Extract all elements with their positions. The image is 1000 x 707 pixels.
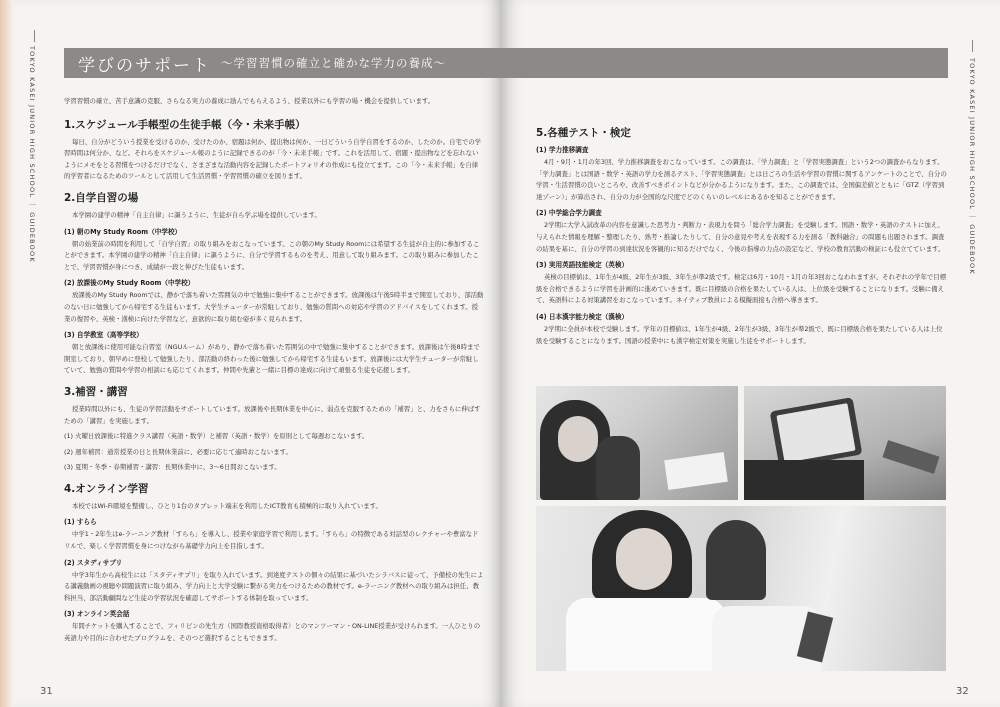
subheading: (1) すらら	[64, 518, 97, 527]
side-label: TOKYO KASEI JUNIOR HIGH SCHOOL ｜ GUIDEBOOK	[968, 58, 976, 275]
page-edge	[0, 0, 14, 707]
paragraph: 本学園の建学の精神「自主自律」に謳うように、生徒が自ら学ぶ場を提供しています。	[72, 210, 321, 219]
paragraph: 朝の始業前の時間を利用して「自学自習」の取り組みをおこなっています。この朝のMy Study Roomには希望する生徒が自主的に参加することができます。本学園の建学の精神「自主自律」に謳うように、自分で学習するものを考え、用意して取り組みます。この取り組みに参加したことで、学習習慣が身につき、成績が一段と伸びた生徒もいます。	[64, 239, 480, 271]
heading-schedule-notebook: 1.スケジュール手帳型の生徒手帳（今・未来手帳）	[64, 118, 306, 131]
subheading: (3) 実用英語技能検定（英検）	[536, 261, 629, 270]
photo-tablet-hands	[744, 386, 946, 500]
photo-student-studying	[536, 386, 738, 500]
section-subtitle: ～学習習慣の確立と確かな学力の養成～	[221, 56, 446, 70]
side-label: TOKYO KASEI JUNIOR HIGH SCHOOL ｜ GUIDEBOOK	[28, 46, 36, 263]
photo-collage	[536, 386, 946, 671]
subheading: (2) 放課後のMy Study Room（中学校）	[64, 279, 195, 288]
paragraph: 英検の目標値は、1年生が4級、2年生が3級、3年生が準2級です。検定は6月・10月・1月の年3回おこなわれますが、それぞれの学年で目標級を合格できるように学習を計画的に進めていきます。既に目標級の合格を果たしている人は、上位級を受験することになります。受験に備えて、英語科による対策講習をおこなっています。ネイティブ教員による模擬面接も合格へ導きます。	[536, 273, 947, 305]
paragraph: 本校ではWi-Fi環境を整備し、ひとり1台のタブレット端末を利用したICT教育も積極的に取り入れています。	[72, 501, 382, 510]
paragraph: 中学1・2年生はe-ラーニング教材「すらら」を導入し、授業や家庭学習で利用します。「すらら」の特徴である対話型のレクチャーや豊富なドリルで、楽しく学習習慣を身につけながら基礎学力向上を目指します。	[64, 530, 479, 551]
paragraph: 授業時間以外にも、生徒の学習活動をサポートしています。放課後や長期休業を中心に、弱点を克服するための「補習」と、力をさらに伸ばすための「講習」を実施します。	[64, 404, 481, 425]
intro-text: 学習習慣の確立、苦手意識の克服、さらなる実力の養成に励んでもらえるよう、授業以外にも学習の場・機会を提供しています。	[64, 97, 435, 105]
section-title-band	[64, 48, 502, 78]
list-item: (2) 週年補習：通常授業の日と長期休業前に、必要に応じて適時おこないます。	[64, 447, 292, 456]
paragraph: 2学期に全員が本校で受験します。学年の目標値は、1年生が4級、2年生が3級、3年生が準2級で、既に目標級合格を果たしている人は上位級を受験することになります。国語の授業中にも漢字検定対策を実施し生徒をサポートします。	[536, 324, 943, 345]
photo-classroom-tablets	[536, 506, 946, 671]
list-item: (1) 火曜日放課後に特進クラス講習（英語・数学）と補習（英語・数学）を原則として毎週おこないます。	[64, 432, 369, 441]
title-band-continuation	[502, 48, 948, 78]
subheading: (3) 自学教室（高等学校）	[64, 331, 143, 340]
subheading: (1) 学力推移調査	[536, 146, 589, 154]
heading-self-study: 2.自学自習の場	[64, 191, 139, 204]
paragraph: 中学3年生から高校生には「スタディサプリ」を取り入れています。到達度テストの個々の結果に基づいたシラバスに従って、予備校の先生による講義動画の視聴や問題演習に取り組み、学力向上と大学受験に繋がる実力をつけるための教材です。e-ラーニング教材への取り組みは担任、教科担当、部活動顧問など生徒の学習状況を確認してサポートする体制を取っています。	[64, 570, 484, 602]
page-number: 32	[956, 686, 969, 697]
subheading: (2) 中学総合学力調査	[536, 209, 602, 218]
paragraph: 毎日、自分がどういう授業を受けるのか、受けたのか、宿題は何か、提出物は何か、一日どういう自学自習をするのか、したのか。自宅での学習時間は何分か、など。それらをスケジュール帳のように記録できるのが「今・未来手帳」です。これを活用して、宿題・提出物などを忘れないようにメモをとる習慣をつけるだけでなく、さまざまな活動内容を記録したポートフォリオの作成にも役立てます。この「今・未来手帳」を自律的学習者になるためのツールとして活用して生活習慣・学習習慣の確立を図ります。	[64, 137, 481, 181]
paragraph: 年間チケットを購入することで、フィリピンの先生方（国際教授資格取得者）とのマンツーマン・ON-LINE授業が受けられます。一人ひとりの英語力や目的に合わせたプログラムを、そのつど選択することもできます。	[64, 622, 481, 643]
paragraph: 放課後のMy Study Roomでは、静かで落ち着いた雰囲気の中で勉強に集中することができます。放課後は午後5時半まで開室しており、部活動のない日に勉強してから帰宅する生徒もいます。大学生チューターが常駐しており、勉強の質問への対応や学習のアドバイスをしてくれます。授業の復習や、英検・漢検に向けた学習など、意欲的に取り組む姿が多く見られます。	[64, 291, 484, 323]
paragraph: 4月・9月・1月の年3回、学力推移調査をおこなっています。この調査は、「学力調査」と「学習実態調査」という2つの調査からなります。「学力調査」とは国語・数学・英語の学力を測るテスト、「学習実態調査」とは日ごろの生活や学習の習慣に関するアンケートのことで、自分の学習・生活習慣の良いところや、改善すべきポイントなどが分かるようになります。また、この調査では、全国偏差値とともに「GTZ（学習到達ゾーン）」が算出され、自分の力が全国的な尺度でどのくらいのレベルにあるかを知ることができます。	[536, 158, 947, 201]
heading-supplementary: 3.補習・講習	[64, 385, 128, 398]
divider	[34, 30, 35, 42]
section-title: 学びのサポート	[78, 55, 211, 76]
subheading: (2) スタディサプリ	[64, 558, 123, 567]
paragraph: 2学期に大学入試改革の内容を意識した思考力・判断力・表現力を問う「総合学力調査」を受験します。国語・数学・英語のテストに加え、与えられた情報を理解・整理したり、熟考・推論したりして、自分の意見や考えを表現する力を測る「教科融合」の問題も出題されます。調査の結果を基に、自分の学習の到達状況を客観的に知るだけでなく、今後の指導の力点の設定など、学校の教育活動の検証にも役立てています。	[536, 221, 945, 253]
divider	[972, 40, 973, 52]
heading-online-learning: 4.オンライン学習	[64, 482, 149, 495]
subheading: (4) 日本漢字能力検定（漢検）	[536, 312, 629, 321]
subheading: (3) オンライン英会話	[64, 610, 130, 619]
subheading: (1) 朝のMy Study Room（中学校）	[64, 227, 182, 236]
paragraph: 朝と放課後に使用可能な自習室（NGUルーム）があり、静かで落ち着いた雰囲気の中で勉強に集中することができます。放課後は午後8時まで開室しており、朝早めに登校して勉強したり、部活動の終わった後に勉強してから帰宅する生徒もいます。放課後には大学生チューターが常駐していて、勉強の質問や学習の相談にも応じてくれます。仲間や先輩と一緒に目標の達成に向けて頑張る生徒を応援します。	[64, 343, 480, 375]
left-column	[64, 96, 484, 649]
page-number: 31	[40, 686, 53, 697]
list-item: (3) 夏期・冬季・春期補習・講習：長期休業中に、3～6日間おこないます。	[64, 463, 281, 472]
heading-tests: 5.各種テスト・検定	[536, 127, 631, 139]
right-column	[536, 118, 948, 351]
